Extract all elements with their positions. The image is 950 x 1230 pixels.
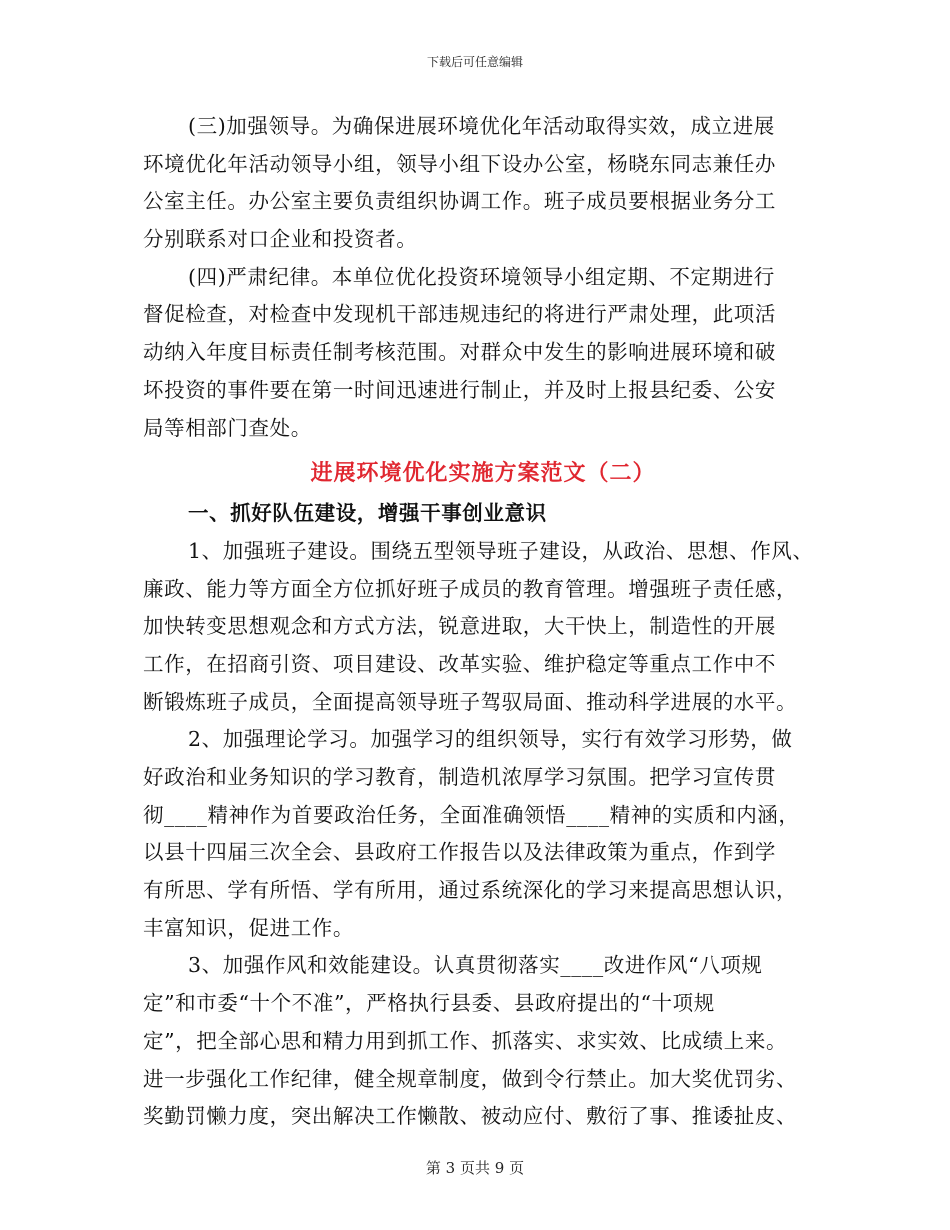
paragraph-line: 廉政、能力等方面全方位抓好班子成员的教育管理。增强班子责任感， [143,576,798,601]
paragraph-line: 以县十四届三次全会、县政府工作报告以及法律政策为重点，作到学 [143,840,776,865]
paragraph-line: 好政治和业务知识的学习教育，制造机浓厚学习氛围。把学习宣传贯 [143,765,776,789]
paragraph-line: 丰富知识，促进工作。 [143,915,354,940]
paragraph-line: (四)严肃纪律。本单位优化投资环境领导小组定期、不定期进行 [188,264,775,289]
page-footer-number: 第 3 页共 9 页 [425,1159,525,1177]
paragraph-line: 工作，在招商引资、项目建设、改革实验、维护稳定等重点工作中不 [143,651,776,676]
paragraph-line: 奖勤罚懒力度，突出解决工作懒散、被动应付、敷衍了事、推诿扯皮、 [143,1104,798,1129]
page-header-note: 下载后可任意编辑 [426,55,523,69]
paragraph-line: 3、加强作风和效能建设。认真贯彻落实____改进作风“八项规 [188,953,763,978]
paragraph-line: 断锻炼班子成员，全面提高领导班子驾驭局面、推动科学进展的水平。 [143,689,798,714]
document-body [143,108,823,1136]
paragraph-line: 坏投资的事件要在第一时间迅速进行制止，并及时上报县纪委、公安 [143,377,776,402]
paragraph-line: 定”，把全部心思和精力用到抓工作、抓落实、求实效、比成绩上来。 [143,1028,788,1053]
paragraph-line: 定”和市委“十个不准”，严格执行县委、县政府提出的“十项规 [143,991,715,1016]
paragraph-line: 动纳入年度目标责任制考核范围。对群众中发生的影响进展环境和破 [143,340,776,365]
paragraph-line: 公室主任。办公室主要负责组织协调工作。班子成员要根据业务分工 [143,189,776,214]
paragraph-line: 2、加强理论学习。加强学习的组织领导，实行有效学习形势，做 [188,727,793,752]
paragraph-line: 局等相部门查处。 [143,415,312,440]
section-title: 进展环境优化实施方案范文（二） [310,460,656,487]
paragraph-line: 环境优化年活动领导小组，领导小组下设办公室，杨晓东同志兼任办 [143,151,776,176]
paragraph-line: 分别联系对口企业和投资者。 [143,227,418,252]
paragraph-line: 加快转变思想观念和方式方法，锐意进取，大干快上，制造性的开展 [143,614,776,639]
paragraph-line: 1、加强班子建设。围绕五型领导班子建设，从政治、思想、作风、 [188,538,814,563]
paragraph-line: 进一步强化工作纪律，健全规章制度，做到令行禁止。加大奖优罚劣、 [143,1066,798,1091]
paragraph-line: 有所思、学有所悟、学有所用，通过系统深化的学习来提高思想认识， [143,878,798,903]
paragraph-line: 彻____精神作为首要政治任务，全面准确领悟____精神的实质和内涵， [143,802,800,827]
paragraph-line: 督促检查，对检查中发现机干部违规违纪的将进行严肃处理，此项活 [143,302,776,327]
paragraph-line: (三)加强领导。为确保进展环境优化年活动取得实效，成立进展 [188,114,775,138]
subheading: 一、抓好队伍建设，增强干事创业意识 [188,501,547,526]
